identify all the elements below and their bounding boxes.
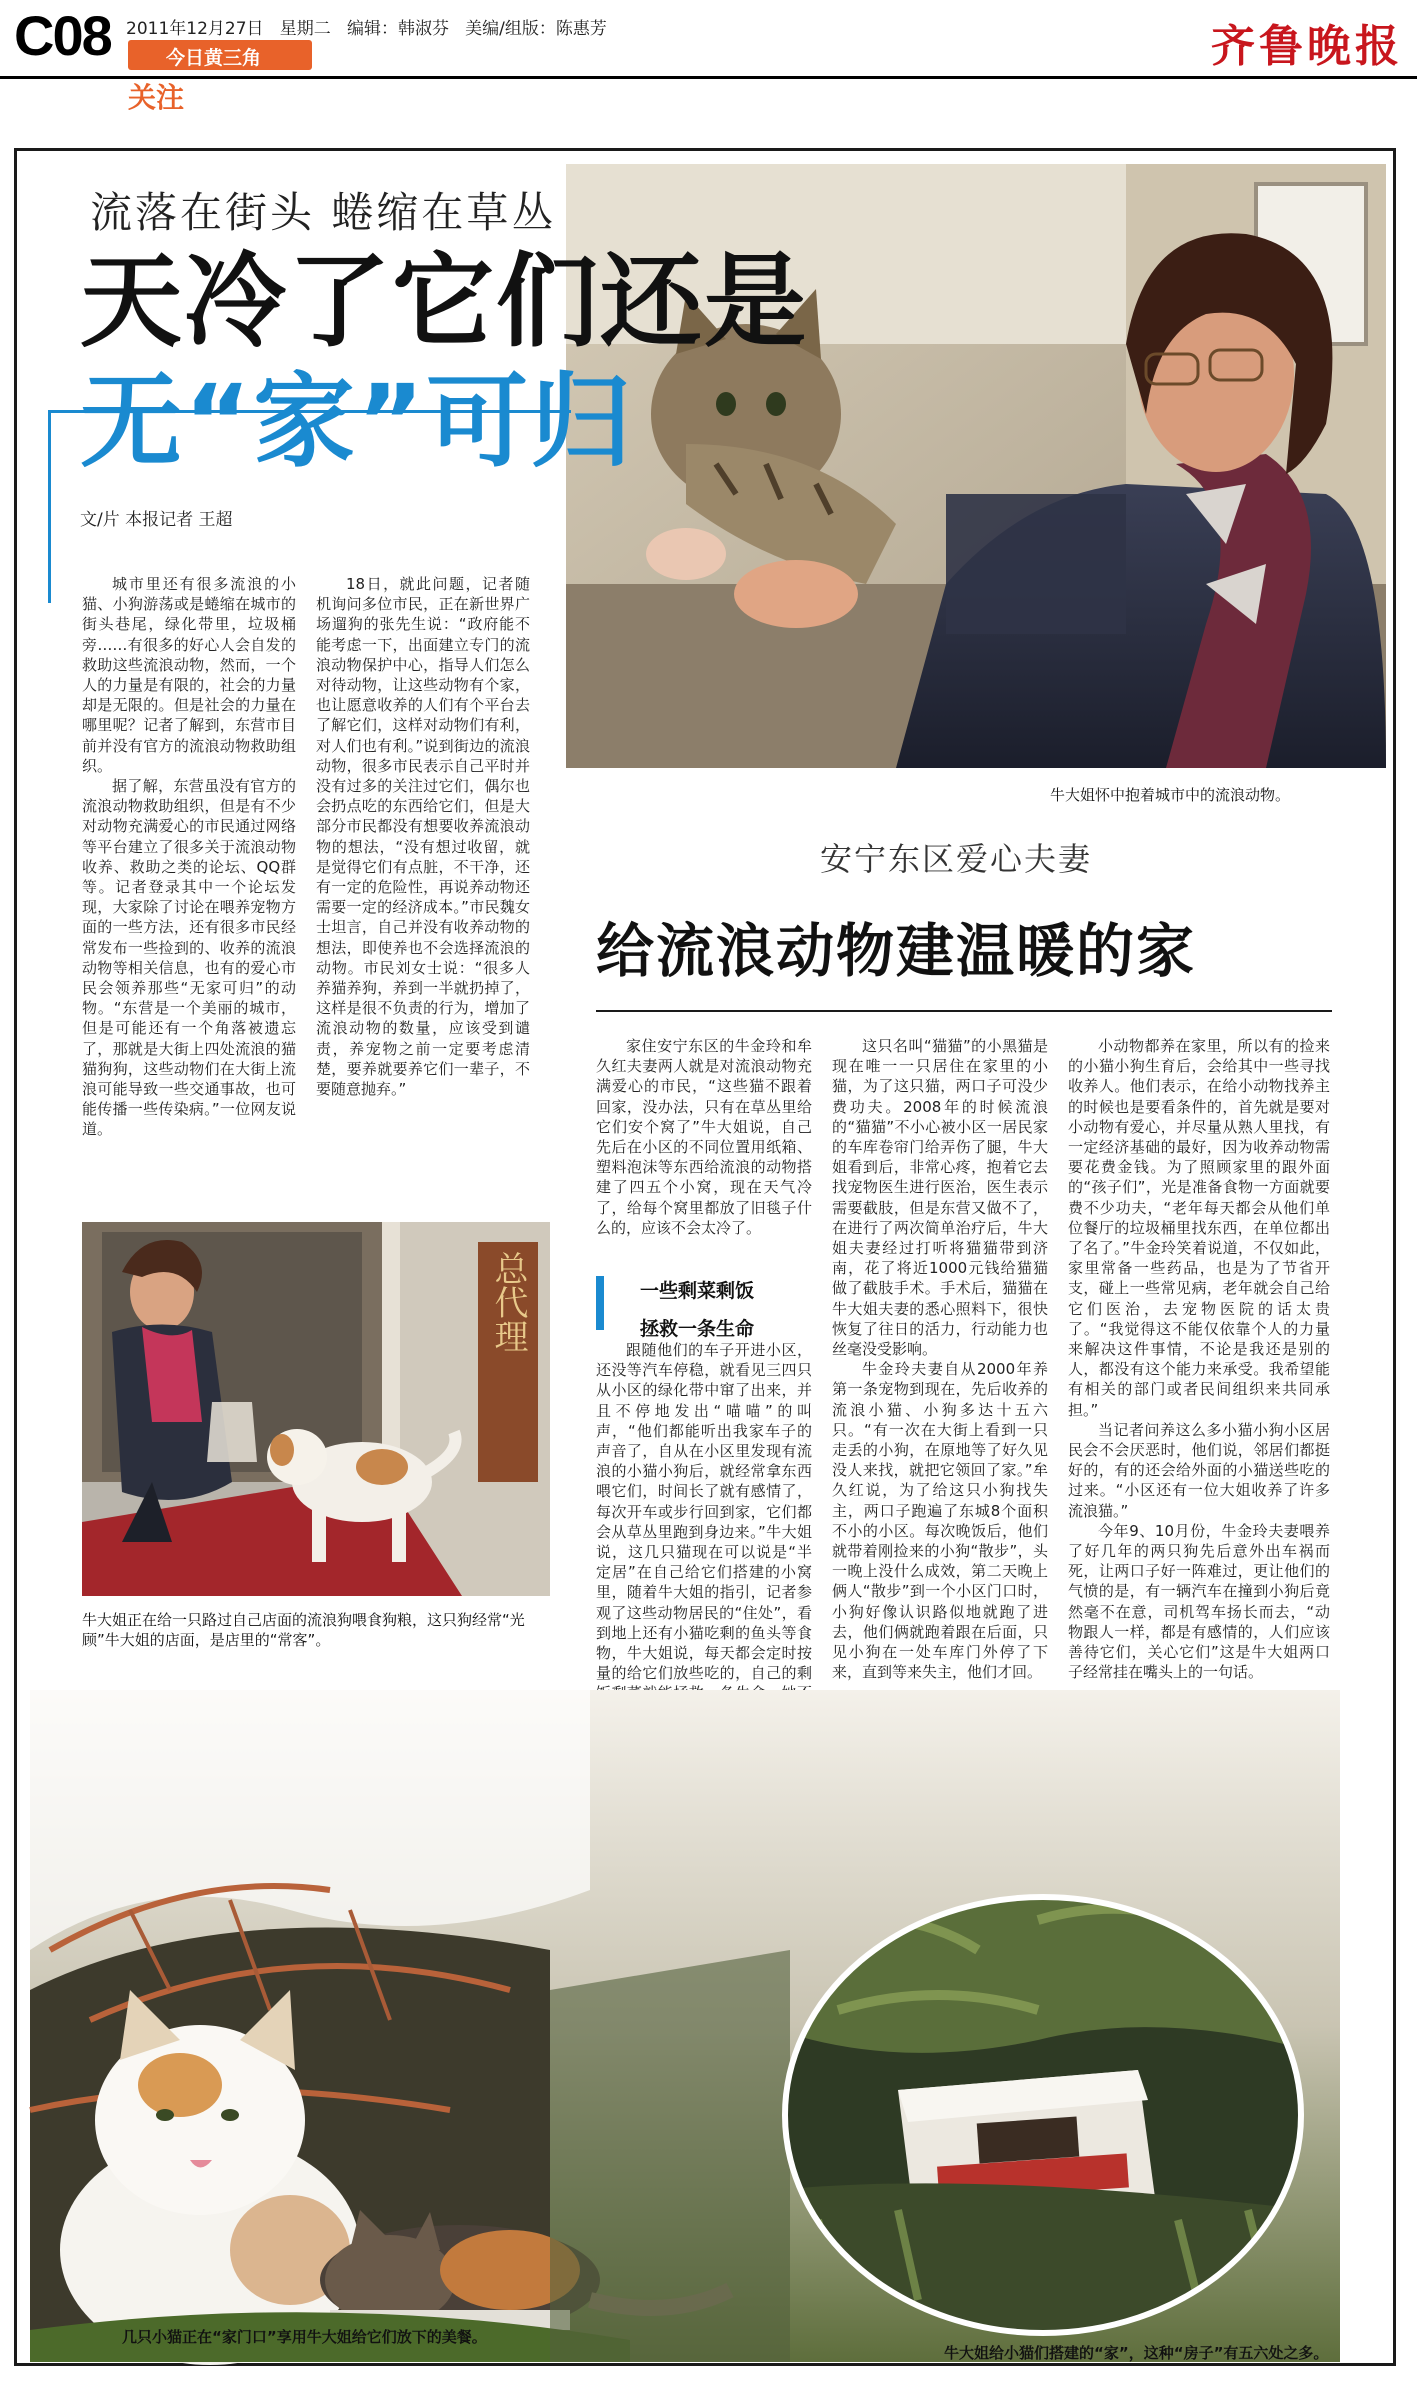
photo-woman-feeding-dog <box>82 1222 550 1596</box>
paragraph: 今年9、10月份，牛金玲夫妻喂养了好几年的两只狗先后意外出车祸而死，让两口子好一阵难过，更让他们的气愤的是，有一辆汽车在撞到小狗后竟然毫不在意，司机驾车扬长而去，“动物跟人一样，都是有感情的，人们应该善待它们，关心它们”这是牛大姐两口子经常挂在嘴头上的一句话。 <box>1068 1521 1330 1682</box>
text-column-4 <box>832 1036 1048 1682</box>
byline: 文/片 本报记者 王超 <box>80 510 233 530</box>
subhead-line: 一些剩菜剩饭 <box>640 1280 755 1302</box>
text-column-2 <box>316 574 530 1184</box>
section-subtitle: 今日黄三角 <box>166 47 262 69</box>
article-kicker: 流落在街头 蜷缩在草丛 <box>90 188 557 237</box>
paragraph: 城市里还有很多流浪的小猫、小狗游荡或是蜷缩在城市的街头巷尾，绿化带里，垃圾桶旁……有很多的好心人会自发的救助这些流浪动物，然而，一个人的力量是有限的，社会的力量却是无限的。但是社会的力量在哪里呢？记者了解到，东营市目前并没有官方的流浪动物救助组织。 <box>82 575 296 775</box>
photo-caption: 牛大姐给小猫们搭建的“家”，这种“房子”有五六处之多。 <box>944 2344 1329 2362</box>
page-number: C08 <box>14 4 111 67</box>
article-subtitle: 无“家”可归 <box>80 363 635 482</box>
article-title: 天冷了它们还是 <box>80 243 808 362</box>
paragraph: 这只名叫“猫猫”的小黑猫是现在唯一一只居住在家里的小猫，为了这只猫，两口子可没少费功夫。2008年的时候流浪的“猫猫”不小心被小区一居民家的车库卷帘门给弄伤了腿，牛大姐看到后，非常心疼，抱着它去找宠物医生进行医治，医生表示需要截肢，但是东营又做不了，在进行了两次简单治疗后，牛大姐夫妻经过打听将猫猫带到济南，花了将近1000元钱给猫猫做了截肢手术。手术后，猫猫在牛大姐夫妻的悉心照料下，很快恢复了往日的活力，行动能力也丝毫没受影响。 <box>832 1037 1048 1359</box>
newspaper-logo: 齐鲁晚报 <box>1211 21 1403 72</box>
header-rule <box>0 76 1417 79</box>
section-name: 关注 <box>128 81 185 114</box>
paragraph: 据了解，东营虽没有官方的流浪动物救助组织，但是有不少对动物充满爱心的市民通过网络等平台建立了很多关于流浪动物收养、救助之类的论坛、QQ群等。记者登录其中一个论坛发现，大家除了讨论在喂养宠物方面的一些方法，还有很多市民经常发布一些捡到的、收养的流浪动物等相关信息，也有的爱心市民会领养那些“无家可归”的动物。“东营是一个美丽的城市，但是可能还有一个角落被遗忘了，那就是大街上四处流浪的猫猫狗狗，这些动物们在大街上流浪可能导致一些交通事故，也可能传播一些传染病。”一位网友说道。 <box>82 777 296 1139</box>
photo-caption: 几只小猫正在“家门口”享用牛大姐给它们放下的美餐。 <box>122 2328 487 2346</box>
text-column-3 <box>596 1036 812 1237</box>
paragraph: 18日，就此问题，记者随机询问多位市民，正在新世界广场遛狗的张先生说：“政府能不能考虑一下，出面建立专门的流浪动物保护中心，指导人们怎么对待动物，让这些动物有个家，也让愿意收养的人们有个平台去了解它们，这样对动物们有利，对人们也有利。”说到街边的流浪动物，很多市民表示自己平时并没有过多的关注过它们，偶尔也会扔点吃的东西给它们，但是大部分市民都没有想要收养流浪动物的想法，“没有想过收留，就是觉得它们有点脏，不干净，还有一定的危险性，再说养动物还需要一定的经济成本。”市民魏女士坦言，自己并没有收养动物的想法，即使养也不会选择流浪的动物。市民刘女士说：“很多人养猫养狗，养到一半就扔掉了，这样是很不负责的行为，增加了流浪动物的数量，应该受到谴责，养宠物之前一定要考虑清楚，要养就要养它们一辈子，不要随意抛弃。” <box>316 575 530 1099</box>
issue-meta: 2011年12月27日 星期二 编辑：韩淑芬 美编/组版：陈惠芳 <box>126 19 607 39</box>
text-column-1 <box>82 574 296 1184</box>
paragraph: 跟随他们的车子开进小区，还没等汽车停稳，就看见三四只从小区的绿化带中窜了出来，并且不停地发出“喵喵”的叫声，“他们都能听出我家车子的声音了，自从在小区里发现有流浪的小猫小狗后，就经常拿东西喂它们，时间长了就有感情了，每次开车或步行回到家，它们都会从草丛里跑到身边来。”牛大姐说，这几只猫现在可以说是“半定居”在自己给它们搭建的小窝里，随着牛大姐的指引，记者参观了这些动物居民的“住处”，看到地上还有小猫吃剩的鱼头等食物，牛大姐说，每天都会定时按量的给它们放些吃的，自己的剩 <box>596 1341 812 1683</box>
article2-title: 给流浪动物建温暖的家 <box>596 917 1197 985</box>
paragraph: 牛金玲夫妻自从2000年养第一条宠物到现在，先后收养的流浪小猫、小狗多达十五六只。“有一次在大街上看到一只走丢的小狗，在原地等了好久见没人来找，就把它领回了家。”牟久红说，为了给这只小狗找失主，两口子跑遍了东城8个面积不小的小区。每次晚饭后，他们就带着刚捡来的小狗“散步”，头一晚上没什么成效，第二天晚上俩人“散步”到一个小区门口时，小狗好像认识路似地就跑了进去，他们俩就跑着跟在后面，只见小狗在一处车库门外停了下来，直到等来失主，他们才回。 <box>832 1360 1048 1682</box>
paragraph: 当记者问养这么多小猫小狗小区居民会不会厌恶时，他们说，邻居们都挺好的，有的还会给外面的小猫送些吃的过来。“小区还有一位大姐收养了许多流浪猫。” <box>1068 1420 1330 1520</box>
subhead-bar <box>596 1276 604 1330</box>
shop-sign: 总代理 <box>488 1251 528 1353</box>
photo-caption: 牛大姐正在给一只路过自己店面的流浪狗喂食狗粮，这只狗经常“光顾”牛大姐的店面，是店里的“常客”。 <box>82 1611 525 1649</box>
paragraph: 小动物都养在家里，所以有的捡来的小猫小狗生育后，会给其中一些寻找收养人。他们表示，在给小动物找养主的时候也是要看条件的，首先就是要对小动物有爱心，并尽量从熟人里找，有一定经济基础的最好，因为收养动物需要花费金钱。为了照顾家里的跟外面的“孩子们”，光是准备食物一方面就要费不少功夫，“老年每天都会从他们单位餐厅的垃圾桶里找东西，在单位都出了名了。”牛金玲笑着说道，不仅如此，家里常备一些药品，也是为了节省开支，碰上一些常见病，老年就会自己给它们医治，去宠物医院的话太贵了。“我觉得这不能仅依靠个人的力量来解决这件事情，不论是我还是别的人，都没有这个能力来承受。我希望能有相关的部门或者民间组织来共同承担。” <box>1068 1037 1330 1419</box>
photo-cat-houses <box>778 1890 1308 2340</box>
title-rule <box>596 1010 1332 1012</box>
paragraph: 家住安宁东区的牛金玲和牟久红夫妻两人就是对流浪动物充满爱心的市民，“这些猫不跟着回家，没办法，只有在草丛里给它们安个窝了”牛大姐说，自己先后在小区的不同位置用纸箱、塑料泡沫等东西给流浪的动物搭建了四五个小窝，现在天气冷了，给每个窝里都放了旧毯子什么的，应该不会太冷了。 <box>596 1037 812 1237</box>
photo-caption: 牛大姐怀中抱着城市中的流浪动物。 <box>1050 786 1291 804</box>
subhead-line: 拯救一条生命 <box>640 1318 755 1340</box>
article2-kicker: 安宁东区爱心夫妻 <box>820 840 1093 878</box>
